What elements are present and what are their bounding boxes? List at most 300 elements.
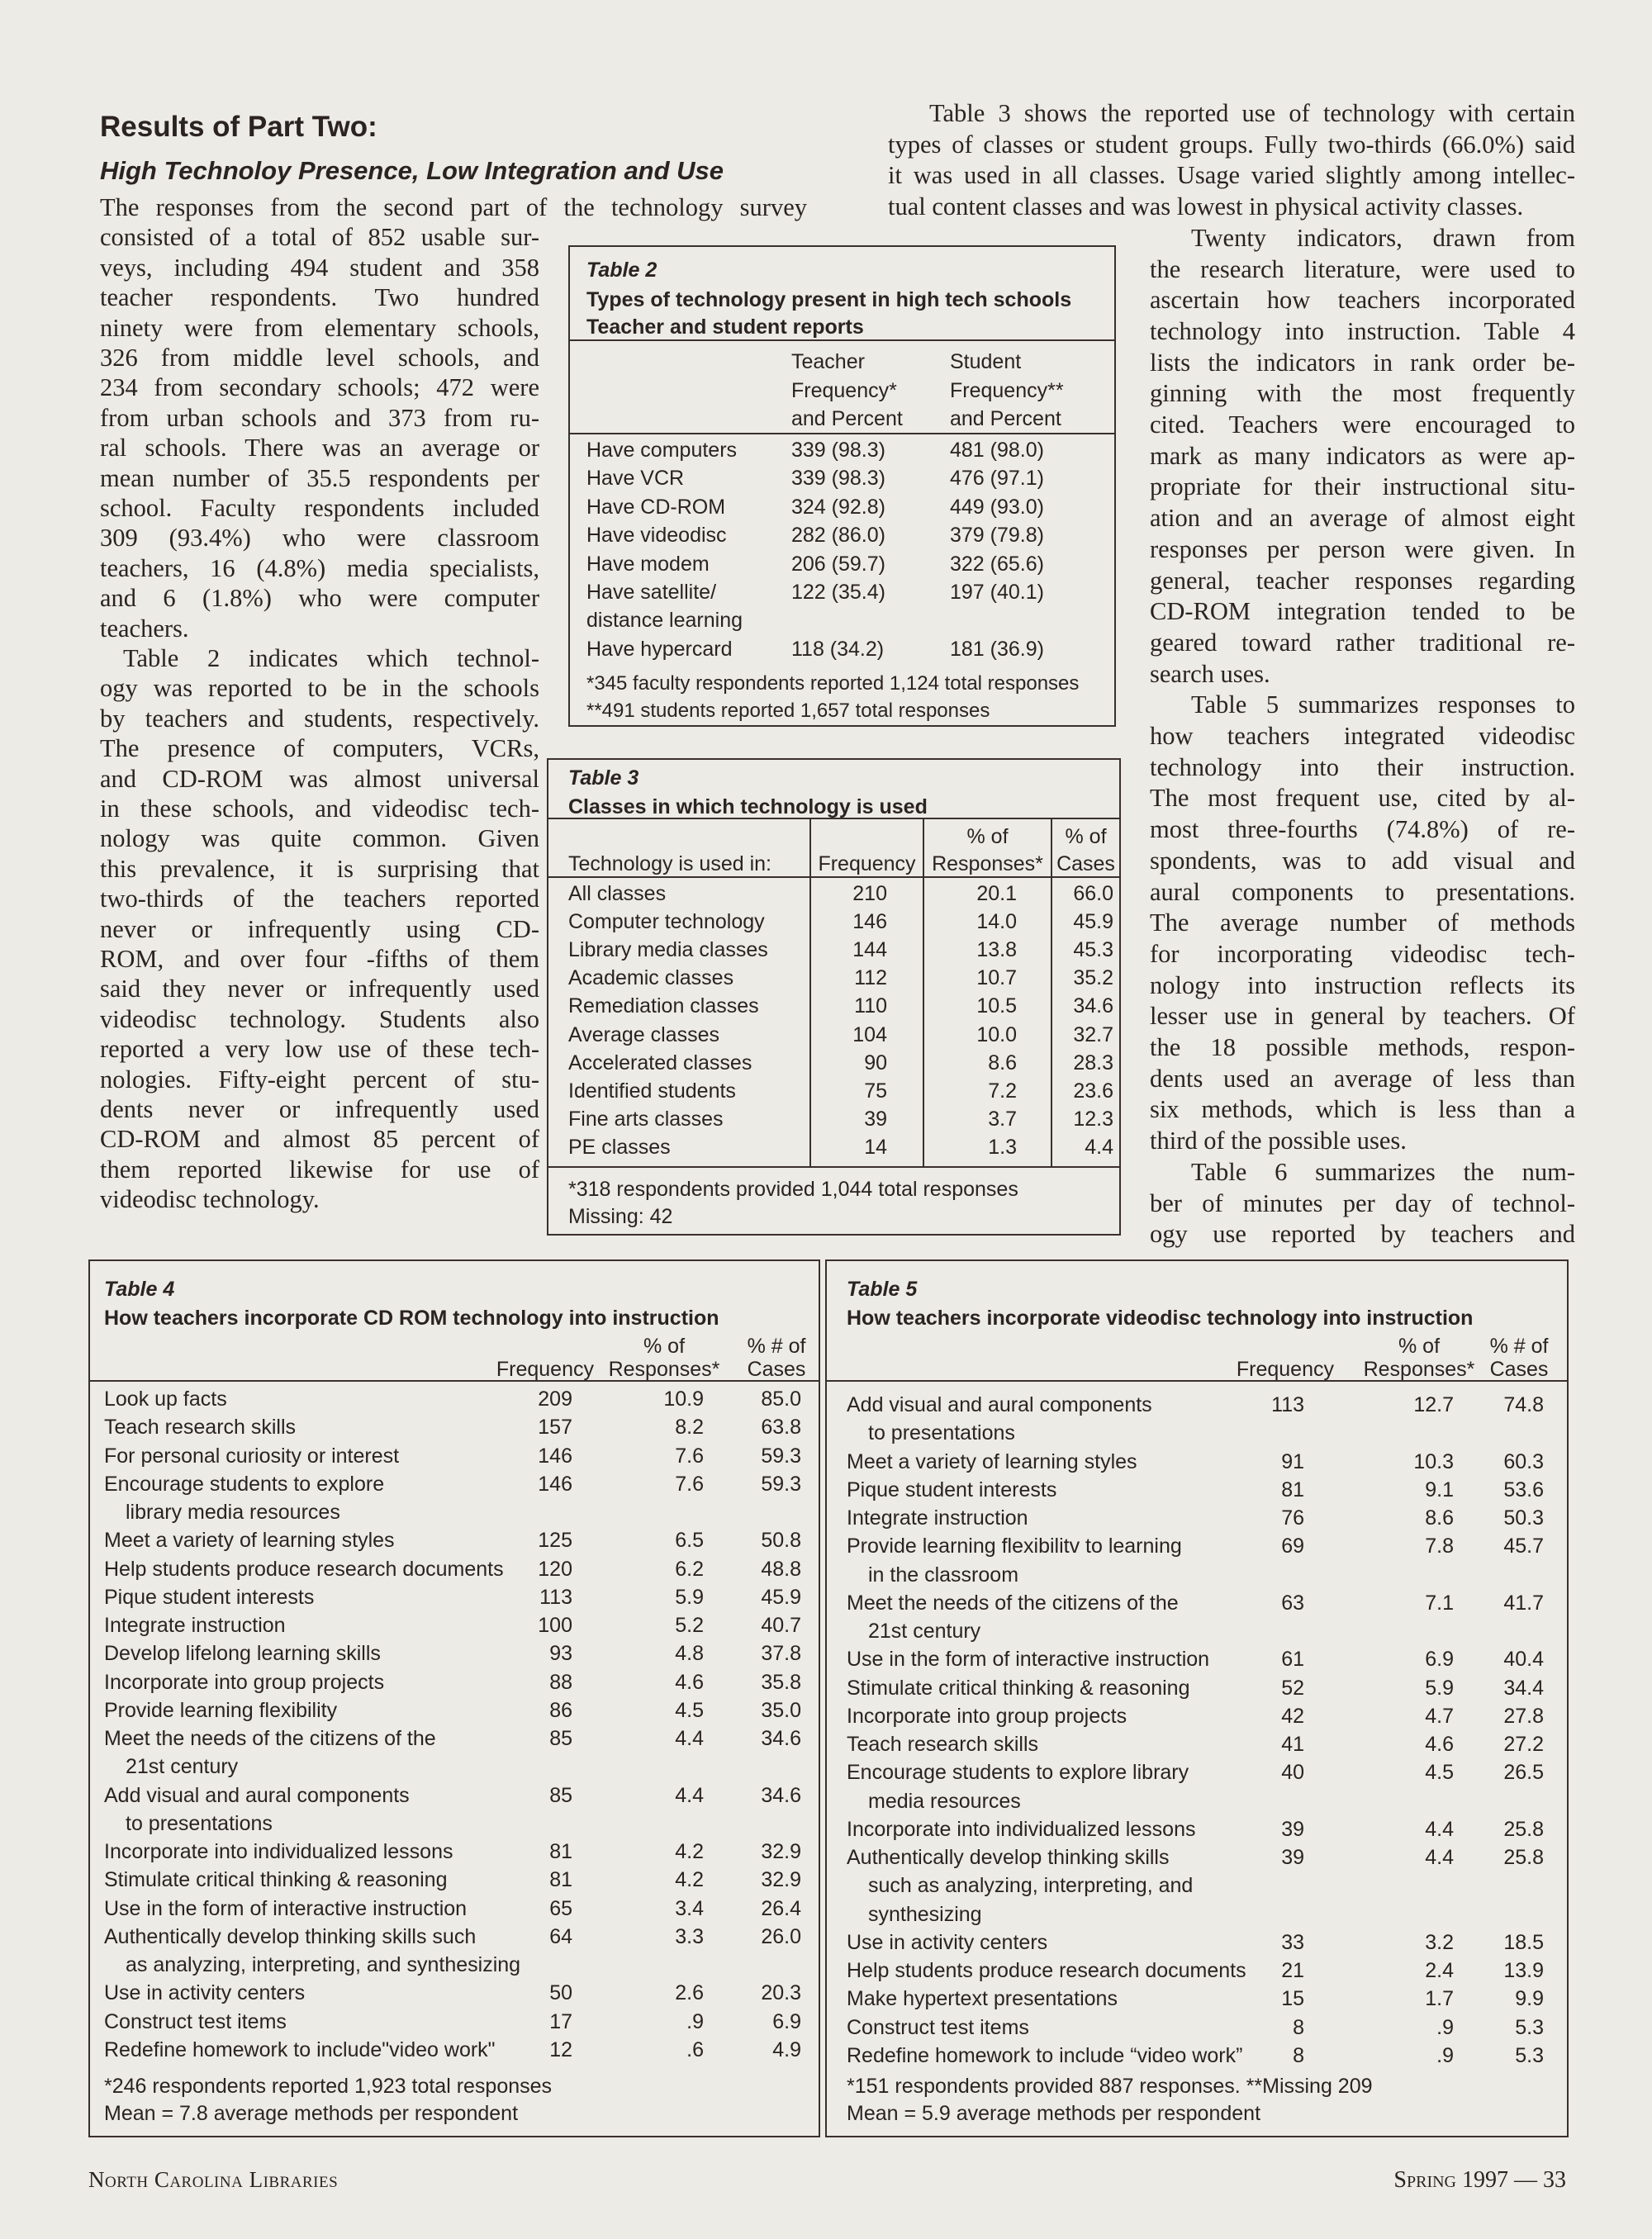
divider — [827, 1380, 1567, 1382]
responses-value: 10.0 — [976, 1022, 1017, 1046]
table-label: Table 2 — [586, 259, 657, 282]
column-header-teacher: and Percent — [791, 407, 903, 430]
frequency-value: 146 — [852, 910, 887, 934]
divider — [90, 1380, 819, 1382]
text-line: from urban schools and 373 from ru- — [100, 403, 539, 432]
responses-value: 5.9 — [675, 1585, 704, 1609]
table-label: Table 4 — [104, 1278, 175, 1301]
frequency-value: 81 — [549, 1840, 572, 1863]
text-line: technology into instruction. Table 4 — [1150, 316, 1575, 345]
responses-value: 20.1 — [976, 882, 1017, 905]
frequency-value: 209 — [538, 1388, 572, 1411]
text-line: school. Faculty respondents included — [100, 494, 539, 522]
frequency-value: 52 — [1281, 1676, 1304, 1700]
cases-value: 41.7 — [1503, 1591, 1544, 1615]
responses-value: 3.4 — [675, 1896, 704, 1920]
footer-issue-page: Spring 1997 — 33 — [1393, 2167, 1566, 2193]
row-label: Authentically develop thinking skills — [847, 1846, 1170, 1869]
divider — [570, 433, 1114, 434]
text-line: ogy was reported to be in the schools — [100, 674, 539, 703]
column-header-responses: % of — [643, 1335, 686, 1358]
text-line: The average number of methods — [1150, 908, 1575, 937]
student-value: 322 (65.6) — [950, 552, 1044, 576]
table-5 — [825, 1259, 1569, 2137]
table-3 — [547, 758, 1121, 1236]
column-header-frequency: Frequency — [1236, 1358, 1334, 1381]
frequency-value: 39 — [864, 1107, 887, 1131]
row-label: Have VCR — [586, 467, 685, 491]
cases-value: 9.9 — [1515, 1987, 1544, 2011]
column-header-responses: % of — [966, 825, 1009, 848]
frequency-value: 146 — [538, 1472, 572, 1496]
row-label: Develop lifelong learning skills — [104, 1642, 381, 1666]
text-line: ogy use reported by teachers and — [1150, 1220, 1575, 1249]
responses-value: 4.2 — [675, 1868, 704, 1892]
frequency-value: 15 — [1281, 1987, 1304, 2011]
row-label: Computer technology — [568, 910, 765, 934]
cases-value: 5.3 — [1515, 2043, 1544, 2067]
responses-value: 8.6 — [1425, 1506, 1454, 1530]
table-label: Table 3 — [568, 766, 639, 790]
table-2 — [568, 245, 1116, 727]
frequency-value: 41 — [1281, 1733, 1304, 1756]
responses-value: 10.3 — [1413, 1449, 1454, 1473]
text-line: Table 6 summarizes the num- — [1191, 1157, 1575, 1186]
student-value: 197 (40.1) — [950, 581, 1044, 604]
responses-value: 7.6 — [675, 1444, 704, 1468]
student-value: 449 (93.0) — [950, 495, 1044, 519]
student-value: 181 (36.9) — [950, 637, 1044, 661]
text-line: consisted of a total of 852 usable sur- — [100, 223, 539, 252]
teacher-value: 122 (35.4) — [791, 581, 885, 604]
table-title: How teachers incorporate videodisc technology into instruction — [847, 1307, 1474, 1330]
row-label: synthesizing — [868, 1902, 982, 1926]
row-label: Incorporate into individualized lessons — [847, 1817, 1196, 1841]
text-line: videodisc technology. Students also — [100, 1004, 539, 1033]
row-label: in the classroom — [868, 1563, 1019, 1587]
row-label: Meet the needs of the citizens of the — [847, 1591, 1179, 1615]
column-header-cases: Cases — [747, 1358, 806, 1381]
row-label: Academic classes — [568, 966, 734, 990]
table-footnote: *318 respondents provided 1,044 total responses — [568, 1178, 1018, 1201]
text-line: ascertain how teachers incorporated — [1150, 286, 1575, 315]
text-line: dents never or infrequently used — [100, 1095, 539, 1123]
frequency-value: 81 — [549, 1868, 572, 1892]
cases-value: 53.6 — [1503, 1478, 1544, 1501]
row-label: Have CD-ROM — [586, 495, 726, 519]
responses-value: 14.0 — [976, 910, 1017, 934]
text-line: ber of minutes per day of technol- — [1150, 1188, 1575, 1217]
row-label: Library media classes — [568, 938, 768, 962]
row-label: Pique student interests — [104, 1585, 315, 1609]
cases-value: 40.4 — [1503, 1648, 1544, 1672]
column-header-responses: % of — [1398, 1335, 1441, 1358]
row-label: 21st century — [868, 1620, 981, 1643]
cases-value: 25.8 — [1503, 1846, 1544, 1869]
frequency-value: 93 — [549, 1642, 572, 1666]
cases-value: 4.9 — [772, 2037, 801, 2061]
text-line: six methods, which is less than a — [1150, 1095, 1575, 1124]
responses-value: 4.6 — [1425, 1733, 1454, 1756]
cases-value: 4.4 — [1085, 1135, 1113, 1159]
frequency-value: 63 — [1281, 1591, 1304, 1615]
frequency-value: 146 — [538, 1444, 572, 1468]
frequency-value: 64 — [549, 1924, 572, 1948]
text-line: said they never or infrequently used — [100, 975, 539, 1003]
text-line: propriate for their instructional situ- — [1150, 472, 1575, 501]
cases-value: 13.9 — [1503, 1959, 1544, 1982]
student-value: 379 (79.8) — [950, 524, 1044, 548]
row-label: as analyzing, interpreting, and synthesizing — [126, 1953, 521, 1976]
frequency-value: 76 — [1281, 1506, 1304, 1530]
responses-value: 8.2 — [675, 1416, 704, 1440]
frequency-value: 12 — [549, 2037, 572, 2061]
cases-value: 50.3 — [1503, 1506, 1544, 1530]
text-line: nologies. Fifty-eight percent of stu- — [100, 1065, 539, 1093]
column-header-teacher: Frequency* — [791, 378, 897, 402]
row-label: For personal curiosity or interest — [104, 1444, 400, 1468]
frequency-value: 33 — [1281, 1930, 1304, 1954]
table-footnote: Mean = 5.9 average methods per respondent — [847, 2102, 1261, 2125]
frequency-value: 85 — [549, 1727, 572, 1750]
cases-value: 27.2 — [1503, 1733, 1544, 1756]
row-label: Accelerated classes — [568, 1051, 752, 1074]
divider — [548, 1166, 1119, 1168]
cases-value: 60.3 — [1503, 1449, 1544, 1473]
responses-value: 7.8 — [1425, 1535, 1454, 1558]
text-line: veys, including 494 student and 358 — [100, 253, 539, 282]
divider — [570, 339, 1114, 341]
frequency-value: 40 — [1281, 1761, 1304, 1785]
cases-value: 35.0 — [761, 1698, 801, 1722]
frequency-value: 81 — [1281, 1478, 1304, 1501]
row-label: Identified students — [568, 1079, 736, 1103]
table-footnote: Missing: 42 — [568, 1205, 673, 1228]
text-line: the research literature, were used to — [1150, 254, 1575, 283]
row-label: Have hypercard — [586, 637, 733, 661]
cases-value: 45.3 — [1073, 938, 1113, 962]
text-line: technology into their instruction. — [1150, 752, 1575, 781]
text-line: spondents, was to add visual and — [1150, 846, 1575, 875]
responses-value: 4.2 — [675, 1840, 704, 1863]
text-line: geared toward rather traditional re- — [1150, 628, 1575, 657]
teacher-value: 206 (59.7) — [791, 552, 885, 576]
teacher-value: 118 (34.2) — [791, 637, 885, 661]
cases-value: 34.6 — [761, 1783, 801, 1807]
cases-value: 27.8 — [1503, 1704, 1544, 1728]
frequency-value: 86 — [549, 1698, 572, 1722]
responses-value: 1.7 — [1425, 1987, 1454, 2011]
text-line: lesser use in general by teachers. Of — [1150, 1002, 1575, 1031]
text-line: CD-ROM integration tended to be — [1150, 597, 1575, 626]
frequency-value: 113 — [1271, 1393, 1304, 1416]
row-label: to presentations — [868, 1421, 1015, 1445]
cases-value: 59.3 — [761, 1472, 801, 1496]
student-value: 481 (98.0) — [950, 439, 1044, 462]
row-label: Help students produce research documents — [847, 1959, 1246, 1982]
text-line: ation and an average of almost eight — [1150, 504, 1575, 533]
cases-value: 32.7 — [1073, 1022, 1113, 1046]
row-label: 21st century — [126, 1755, 239, 1779]
frequency-value: 69 — [1281, 1535, 1304, 1558]
frequency-value: 8 — [1293, 2015, 1304, 2039]
text-line: in these schools, and videodisc tech- — [100, 795, 539, 823]
table-footnote: *246 respondents reported 1,923 total responses — [104, 2075, 553, 2098]
responses-value: 7.2 — [988, 1079, 1017, 1103]
cases-value: 34.4 — [1503, 1676, 1544, 1700]
row-label: Have computers — [586, 439, 738, 462]
table-title: How teachers incorporate CD ROM technology into instruction — [104, 1307, 719, 1330]
text-line: them reported likewise for use of — [100, 1155, 539, 1184]
row-label: Meet the needs of the citizens of the — [104, 1727, 436, 1750]
cases-value: 26.0 — [761, 1924, 801, 1948]
responses-value: .9 — [686, 2009, 704, 2033]
responses-value: 6.9 — [1425, 1648, 1454, 1672]
responses-value: 10.9 — [663, 1388, 704, 1411]
cases-value: 35.2 — [1073, 966, 1113, 990]
table-title: Types of technology present in high tech schools — [586, 288, 1072, 311]
text-line: The most frequent use, cited by al- — [1150, 784, 1575, 813]
table-footnote: **491 students reported 1,657 total responses — [586, 700, 990, 722]
text-line: 309 (93.4%) who were classroom — [100, 524, 539, 553]
cases-value: 5.3 — [1515, 2015, 1544, 2039]
responses-value: 4.4 — [675, 1783, 704, 1807]
row-label: to presentations — [126, 1811, 273, 1835]
responses-value: 10.5 — [976, 994, 1017, 1018]
cases-value: 45.9 — [761, 1585, 801, 1609]
cases-value: 66.0 — [1073, 882, 1113, 905]
cases-value: 48.8 — [761, 1557, 801, 1581]
text-line: CD-ROM and almost 85 percent of — [100, 1125, 539, 1154]
text-line: lists the indicators in rank order be- — [1150, 348, 1575, 377]
text-line: by teachers and students, respectively. — [100, 704, 539, 733]
row-label: Add visual and aural components — [104, 1783, 410, 1807]
cases-value: 26.4 — [761, 1896, 801, 1920]
row-label: Have satellite/ — [586, 581, 717, 604]
frequency-value: 8 — [1293, 2043, 1304, 2067]
responses-value: 8.6 — [988, 1051, 1017, 1074]
cases-value: 50.8 — [761, 1529, 801, 1553]
teacher-value: 339 (98.3) — [791, 439, 885, 462]
responses-value: 13.8 — [976, 938, 1017, 962]
table-4 — [88, 1259, 820, 2137]
table-footnote: *345 faculty respondents reported 1,124 total responses — [586, 672, 1080, 695]
text-line: 326 from middle level schools, and — [100, 344, 539, 372]
row-label: All classes — [568, 882, 667, 905]
row-label: Use in the form of interactive instruction — [847, 1648, 1210, 1672]
frequency-value: 144 — [852, 938, 887, 962]
row-label: Have videodisc — [586, 524, 727, 548]
responses-value: 2.4 — [1425, 1959, 1454, 1982]
column-header-teacher: Teacher — [791, 350, 865, 373]
teacher-value: 324 (92.8) — [791, 495, 885, 519]
column-header-cases: % # of — [747, 1335, 806, 1358]
text-line: ROM, and over four -fifths of them — [100, 945, 539, 973]
text-line: most three-fourths (74.8%) of re- — [1150, 815, 1575, 844]
text-line: and 6 (1.8%) who were computer — [100, 584, 539, 613]
column-header-student: Frequency** — [950, 378, 1064, 402]
responses-value: 4.4 — [675, 1727, 704, 1750]
text-line: ral schools. There was an average or — [100, 434, 539, 463]
cases-value: 34.6 — [1073, 994, 1113, 1018]
responses-value: 4.4 — [1425, 1846, 1454, 1869]
text-line: and CD-ROM was almost universal — [100, 764, 539, 793]
row-label: Use in activity centers — [847, 1930, 1048, 1954]
frequency-value: 100 — [538, 1614, 572, 1637]
frequency-value: 157 — [538, 1416, 572, 1440]
text-line: The responses from the second part of the technology survey — [100, 193, 807, 221]
responses-value: 4.5 — [1425, 1761, 1454, 1785]
divider — [548, 876, 1119, 878]
responses-value: 4.8 — [675, 1642, 704, 1666]
row-label: Teach research skills — [847, 1733, 1039, 1756]
cases-value: 40.7 — [761, 1614, 801, 1637]
row-label: Integrate instruction — [847, 1506, 1028, 1530]
frequency-value: 210 — [852, 882, 887, 905]
cases-value: 37.8 — [761, 1642, 801, 1666]
cases-value: 74.8 — [1503, 1393, 1544, 1416]
responses-value: 5.2 — [675, 1614, 704, 1637]
cases-value: 45.9 — [1073, 910, 1113, 934]
cases-value: 20.3 — [761, 1981, 801, 2005]
text-line: Table 3 shows the reported use of technology with certain — [929, 99, 1575, 127]
text-line: Table 5 summarizes responses to — [1191, 690, 1575, 719]
text-line: for incorporating videodisc tech- — [1150, 939, 1575, 968]
text-line: Table 2 indicates which technol- — [123, 644, 539, 672]
text-line: this prevalence, it is surprising that — [100, 854, 539, 883]
row-label: Incorporate into individualized lessons — [104, 1840, 453, 1863]
cases-value: 45.7 — [1503, 1535, 1544, 1558]
responses-value: 6.2 — [675, 1557, 704, 1581]
frequency-value: 113 — [539, 1585, 572, 1609]
table-footnote: *151 respondents provided 887 responses. **Missing 209 — [847, 2075, 1373, 2098]
frequency-value: 50 — [549, 1981, 572, 2005]
row-label: Teach research skills — [104, 1416, 297, 1440]
row-label: library media resources — [126, 1501, 340, 1524]
responses-value: 2.6 — [675, 1981, 704, 2005]
text-line: teacher respondents. Two hundred — [100, 283, 539, 312]
responses-value: 4.7 — [1425, 1704, 1454, 1728]
column-header-cases: % of — [1065, 825, 1107, 848]
text-line: cited. Teachers were encouraged to — [1150, 410, 1575, 439]
text-line: two-thirds of the teachers reported — [100, 885, 539, 913]
responses-value: 5.9 — [1425, 1676, 1454, 1700]
cases-value: 12.3 — [1073, 1107, 1113, 1131]
table-footnote: Mean = 7.8 average methods per respondent — [104, 2102, 519, 2125]
responses-value: .9 — [1436, 2043, 1454, 2067]
frequency-value: 112 — [854, 966, 887, 990]
row-label: Encourage students to explore library — [847, 1761, 1189, 1785]
frequency-value: 39 — [1281, 1846, 1304, 1869]
row-label: Integrate instruction — [104, 1614, 286, 1637]
column-header-frequency: Frequency — [818, 852, 916, 875]
row-label: Meet a variety of learning styles — [847, 1449, 1137, 1473]
column-header-responses: Responses* — [608, 1358, 720, 1381]
row-label: Stimulate critical thinking & reasoning — [847, 1676, 1190, 1700]
column-header-cases: % # of — [1489, 1335, 1549, 1358]
responses-value: .9 — [1436, 2015, 1454, 2039]
text-line: general, teacher responses regarding — [1150, 566, 1575, 595]
row-label: Redefine homework to include"video work" — [104, 2037, 496, 2061]
row-label: Have modem — [586, 552, 710, 576]
text-line: responses per person were given. In — [1150, 534, 1575, 563]
cases-value: 6.9 — [772, 2009, 801, 2033]
column-header-responses: Responses* — [932, 852, 1043, 875]
text-line: The presence of computers, VCRs, — [100, 734, 539, 763]
row-label: Incorporate into group projects — [104, 1670, 385, 1694]
column-header-technology: Technology is used in: — [568, 852, 771, 875]
row-label: Fine arts classes — [568, 1107, 724, 1131]
row-label: Provide learning flexibility — [104, 1698, 338, 1722]
text-line: search uses. — [1150, 659, 1270, 688]
responses-value: 3.7 — [988, 1107, 1017, 1131]
table-label: Table 5 — [847, 1278, 918, 1301]
column-header-student: Student — [950, 350, 1022, 373]
responses-value: 10.7 — [976, 966, 1017, 990]
text-line: how teachers integrated videodisc — [1150, 722, 1575, 750]
text-line: Twenty indicators, drawn from — [1191, 223, 1575, 252]
row-label: Stimulate critical thinking & reasoning — [104, 1868, 448, 1892]
row-label: Authentically develop thinking skills such — [104, 1924, 477, 1948]
responses-value: 12.7 — [1413, 1393, 1454, 1416]
responses-value: 4.5 — [675, 1698, 704, 1722]
row-label: Add visual and aural components — [847, 1393, 1152, 1416]
column-header-cases: Cases — [1056, 852, 1115, 875]
row-label: Construct test items — [104, 2009, 287, 2033]
text-line: 234 from secondary schools; 472 were — [100, 373, 539, 402]
student-value: 476 (97.1) — [950, 467, 1044, 491]
cases-value: 32.9 — [761, 1840, 801, 1863]
cases-value: 63.8 — [761, 1416, 801, 1440]
section-subheading: High Technoloy Presence, Low Integration and Use — [100, 156, 724, 185]
row-label: PE classes — [568, 1135, 671, 1159]
text-line: reported a very low use of these tech- — [100, 1035, 539, 1064]
section-heading: Results of Part Two: — [100, 111, 377, 143]
column-header-responses: Responses* — [1363, 1358, 1475, 1381]
row-label: Construct test items — [847, 2015, 1029, 2039]
frequency-value: 120 — [538, 1557, 572, 1581]
column-header-student: and Percent — [950, 407, 1061, 430]
cases-value: 32.9 — [761, 1868, 801, 1892]
row-label: Pique student interests — [847, 1478, 1057, 1501]
row-label: media resources — [868, 1789, 1021, 1813]
frequency-value: 125 — [538, 1529, 572, 1553]
frequency-value: 14 — [864, 1135, 887, 1159]
text-line: mean number of 35.5 respondents per — [100, 463, 539, 492]
row-label: Look up facts — [104, 1388, 227, 1411]
text-line: third of the possible uses. — [1150, 1127, 1407, 1155]
responses-value: 3.3 — [675, 1924, 704, 1948]
responses-value: .6 — [686, 2037, 704, 2061]
row-label: Average classes — [568, 1022, 719, 1046]
cases-value: 25.8 — [1503, 1817, 1544, 1841]
cases-value: 34.6 — [761, 1727, 801, 1750]
cases-value: 85.0 — [761, 1388, 801, 1411]
text-line: types of classes or student groups. Fully two-thirds (66.0%) said — [888, 130, 1575, 159]
frequency-value: 61 — [1281, 1648, 1304, 1672]
column-header-frequency: Frequency — [496, 1358, 594, 1381]
row-label: Make hypertext presentations — [847, 1987, 1118, 2011]
cases-value: 35.8 — [761, 1670, 801, 1694]
text-line: teachers. — [100, 614, 189, 643]
frequency-value: 65 — [549, 1896, 572, 1920]
frequency-value: 75 — [864, 1079, 887, 1103]
column-header-cases: Cases — [1489, 1358, 1549, 1381]
frequency-value: 21 — [1281, 1959, 1304, 1982]
cases-value: 26.5 — [1503, 1761, 1544, 1785]
frequency-value: 42 — [1281, 1704, 1304, 1728]
frequency-value: 17 — [549, 2009, 572, 2033]
